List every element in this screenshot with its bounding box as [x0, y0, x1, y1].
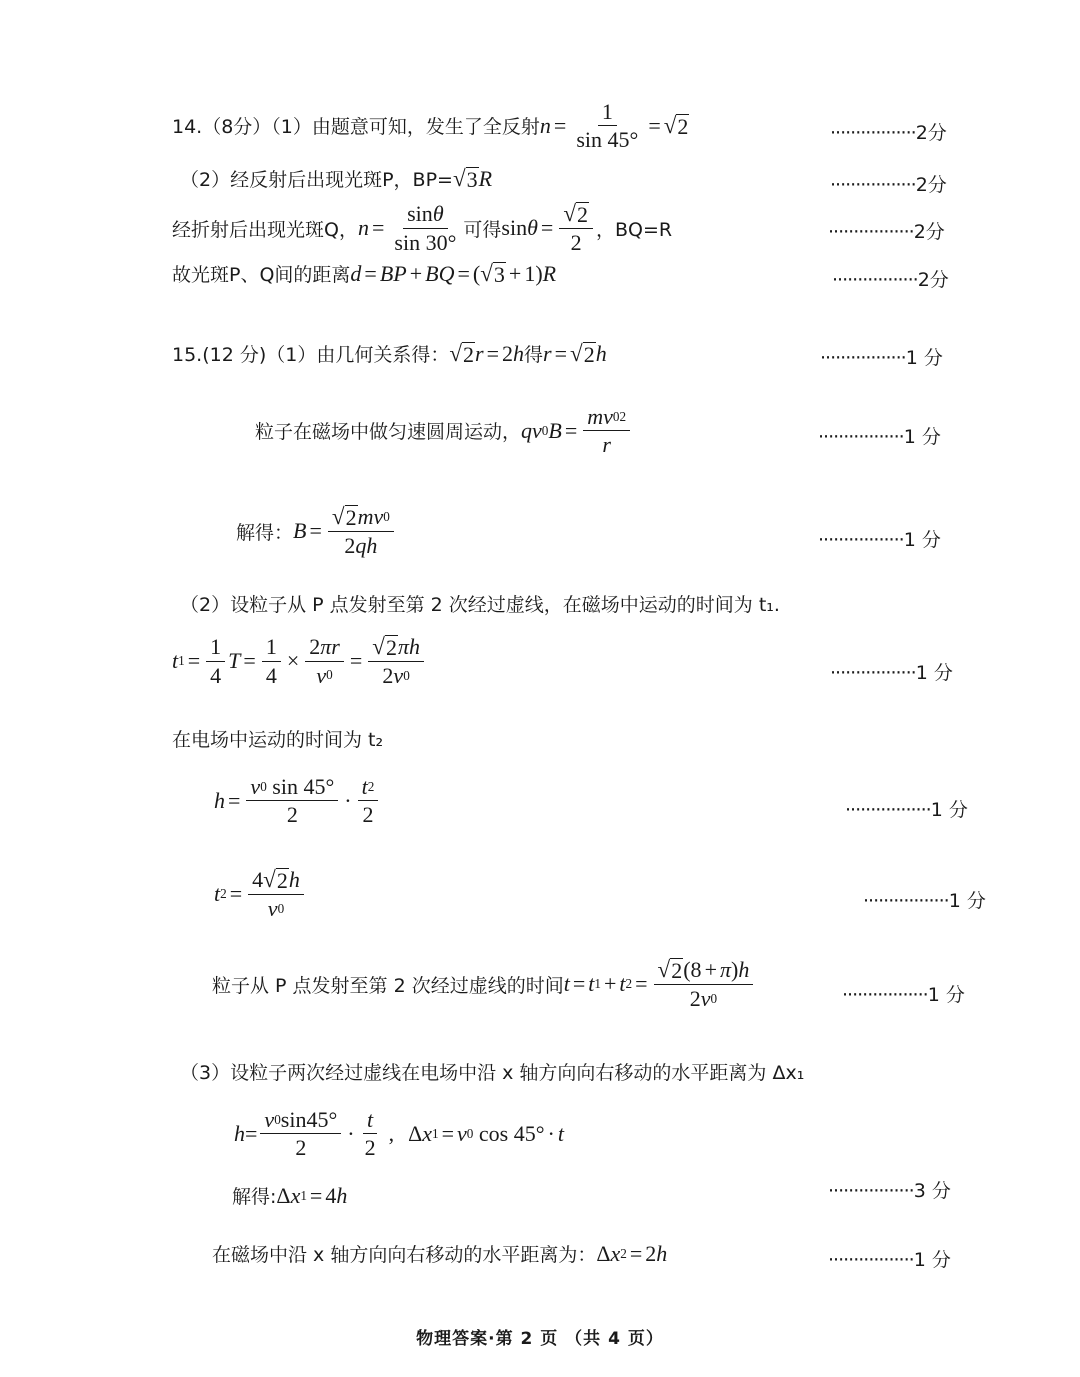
- score-4: ·················2分: [832, 269, 949, 291]
- score-13: ·················1 分: [828, 1249, 951, 1271]
- q14-line-2: [180, 165, 492, 192]
- q14-line-1-text: 14.（8分）（1）由题意可知，发生了全反射: [172, 116, 540, 139]
- q14-line-3-text-a: 经折射后出现光斑Q，: [172, 218, 358, 241]
- q14-formula-refraction: n = sin θ sin 30°: [357, 201, 457, 255]
- q14-line-3-text-b: 可得: [463, 218, 502, 241]
- q14-formula-n: n = $\frac{1}{\sin 45^\circ}$ = √ 2: [539, 99, 689, 153]
- page-footer: 物理答案·第 2 页 （共 4 页）: [416, 1329, 664, 1349]
- q15-line-8: [214, 868, 307, 920]
- q14-line-3-text-c: ，BQ=R: [596, 218, 673, 241]
- q15-line-11: [234, 1108, 564, 1159]
- q14-line-1: [172, 100, 689, 151]
- q14-formula-distance: d = BP + BQ = ( √ 3 + 1) R: [350, 259, 557, 287]
- q15-line-10-text: （3）设粒子两次经过虚线在电场中沿 x 轴方向向右移动的水平距离为 Δx₁: [180, 1062, 805, 1084]
- q14-line-2-text: （2）经反射后出现光斑P，BP=: [180, 169, 453, 191]
- score-6: ·················1 分: [818, 426, 941, 448]
- score-9: ·················1 分: [845, 799, 968, 821]
- q15-line-1: [172, 340, 607, 367]
- q15-line-5: [172, 635, 427, 687]
- q15-line-2: [255, 405, 633, 456]
- q15-formula-h-t: h = v 0 sin45° 2 · $\frac{t}{2}$ ,: [234, 1107, 395, 1161]
- q15-line-3: [236, 505, 397, 557]
- score-8: ·················1 分: [830, 662, 953, 684]
- q15-formula-geometry: √ 2 r = 2 h: [449, 339, 525, 367]
- score-2: ·················2分: [830, 174, 947, 196]
- q15-line-3-text: 解得：: [236, 521, 294, 544]
- q15-line-4: [180, 590, 780, 617]
- q15-formula-total-time: t = t 1 + t 2 = √ 2 (8 + π ) h 2 v 0: [564, 958, 757, 1010]
- q14-line-3: [172, 202, 672, 254]
- q15-line-12-text: 解得:: [232, 1186, 277, 1208]
- q15-line-12: [232, 1182, 347, 1209]
- q15-formula-dx1-result: Δ x 1 = 4 h: [276, 1182, 348, 1208]
- q15-line-4-text: （2）设粒子从 P 点发射至第 2 次经过虚线，在磁场中运动的时间为 t₁.: [180, 594, 780, 616]
- q15-line-13-text: 在磁场中沿 x 轴方向向右移动的水平距离为：: [212, 1244, 597, 1266]
- q15-line-1-mid: 得: [524, 344, 544, 366]
- q15-formula-h: h = v 0 sin 45° 2 · t 2 2: [214, 775, 381, 826]
- q15-line-1-text: 15.(12 分)（1）由几何关系得：: [172, 344, 450, 366]
- score-10: ·················1 分: [863, 890, 986, 912]
- q15-line-9: [212, 958, 756, 1010]
- q15-line-13: [212, 1240, 667, 1267]
- q15-line-7: [214, 775, 381, 826]
- q15-line-10: [180, 1058, 804, 1085]
- q14-formula-sin-theta: sin θ = √ 2 2: [501, 202, 596, 254]
- q14-line-4-text: 故光斑P、Q间的距离: [172, 264, 351, 286]
- q15-line-6: [172, 725, 383, 752]
- q15-line-6-text: 在电场中运动的时间为 t₂: [172, 729, 384, 751]
- score-11: ·················1 分: [842, 984, 965, 1006]
- q15-formula-t1: t 1 = $\frac{1}{4}$ T = $\frac{1}{4}$ × 2 πr v 0 = √ 2 πh 2 v 0: [172, 635, 427, 687]
- score-7: ·················1 分: [818, 529, 941, 551]
- q15-formula-lorentz: qv 0 B = mv 0 2 r: [521, 405, 633, 456]
- q15-line-2-text: 粒子在磁场中做匀速圆周运动，: [255, 421, 522, 444]
- score-5: ·················1 分: [820, 347, 943, 369]
- q15-formula-dx1: Δ x 1 = v 0 cos 45° · t: [408, 1120, 564, 1146]
- q14-line-4: [172, 260, 556, 287]
- score-3: ·················2分: [828, 221, 945, 243]
- q15-formula-r: r = √ 2 h: [543, 339, 607, 367]
- score-12: ·················3 分: [828, 1180, 951, 1202]
- q14-formula-bp: √ 3 R: [452, 164, 493, 192]
- q15-formula-t2: t 2 = 4 √ 2 h v 0: [214, 868, 307, 920]
- q15-line-9-text: 粒子从 P 点发射至第 2 次经过虚线的时间: [212, 974, 564, 997]
- q15-formula-dx2: Δ x 2 = 2 h: [596, 1240, 668, 1266]
- score-1: ·················2分: [830, 122, 947, 144]
- q15-formula-b: B = √ 2 mv 0 2 qh: [293, 505, 397, 557]
